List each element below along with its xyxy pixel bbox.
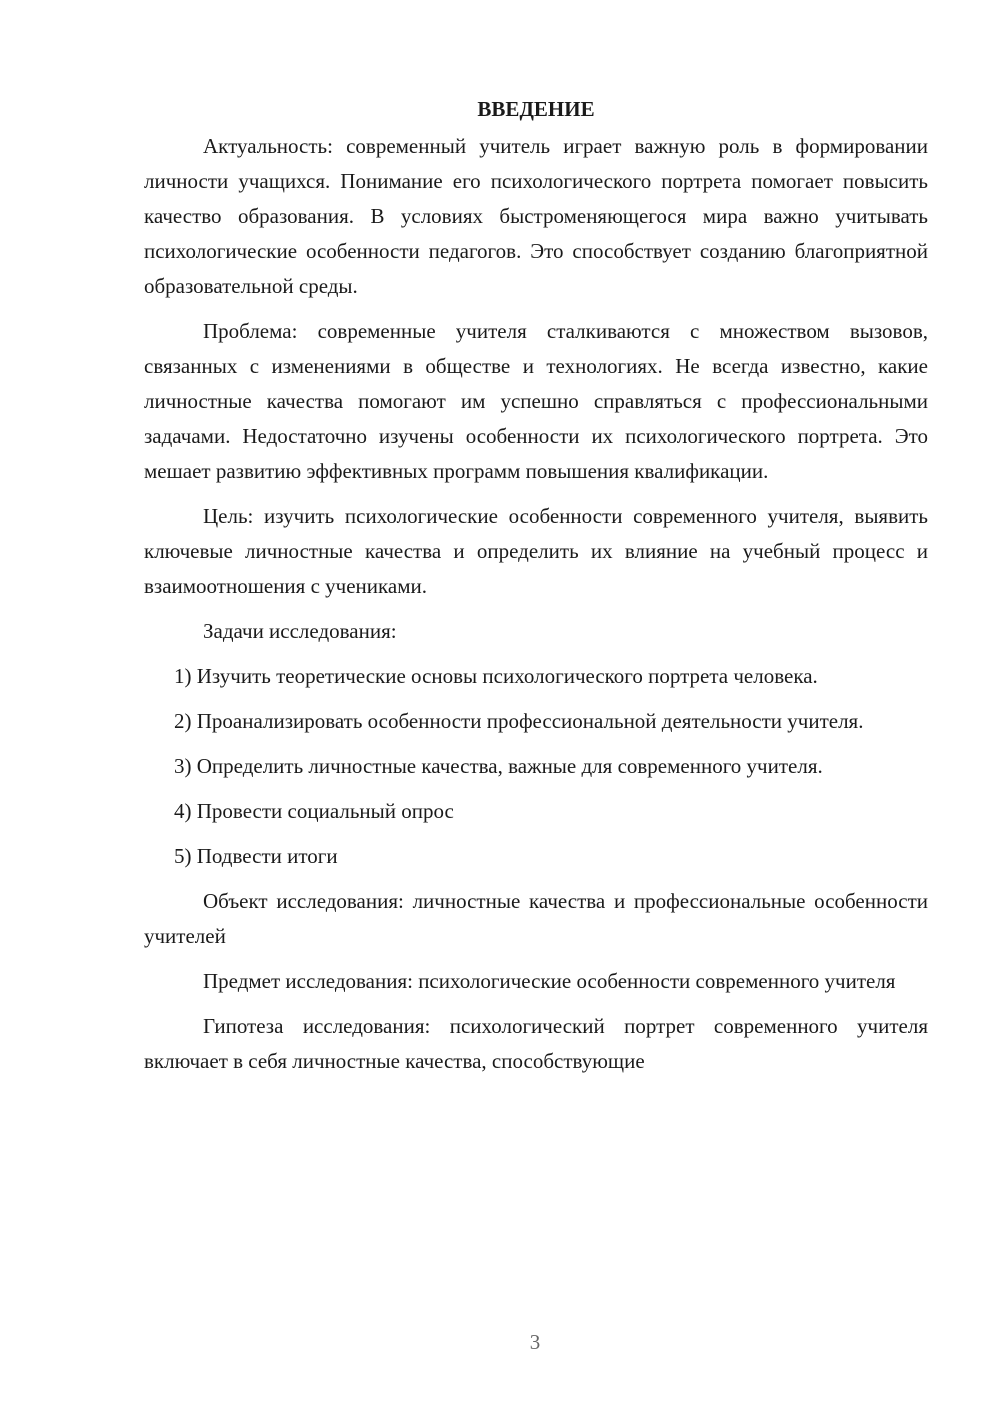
task-item-3: 3) Определить личностные качества, важные для современного учителя. (174, 754, 823, 778)
paragraph-subject: Предмет исследования: психологические особенности современного учителя (203, 969, 896, 993)
paragraph-goal: Цель: изучить психологические особенности современного учителя, выявить ключевые личностные качества и определить их влияние на учебный процесс и взаимоотношения с учениками. (144, 504, 928, 598)
paragraph-object: Объект исследования: личностные качества и профессиональные особенности учителей (144, 889, 928, 948)
task-item-1: 1) Изучить теоретические основы психологического портрета человека. (174, 664, 818, 688)
task-item-4: 4) Провести социальный опрос (174, 799, 454, 823)
paragraph-hypothesis: Гипотеза исследования: психологический портрет современного учителя включает в себя личностные качества, способствующие (144, 1014, 928, 1073)
task-item-5: 5) Подвести итоги (174, 844, 338, 868)
document-page (144, 92, 928, 1089)
paragraph-relevance: Актуальность: современный учитель играет важную роль в формировании личности учащихся. Понимание его психологического портрета помогает повысить качество образования. В условиях быстроменяющегося мира важно учитывать психологические особенности педагогов. Это способствует созданию благоприятной образовательной среды. (144, 134, 928, 298)
page-number: 3 (529, 1330, 541, 1354)
paragraph-problem: Проблема: современные учителя сталкиваются с множеством вызовов, связанных с изменениями в обществе и технологиях. Не всегда известно, какие личностные качества помогают им успешно справляться с профессиональными задачами. Недостаточно изучены особенности их психологического портрета. Это мешает развитию эффективных программ повышения квалификации. (144, 319, 928, 483)
task-item-2: 2) Проанализировать особенности профессиональной деятельности учителя. (174, 709, 864, 733)
section-title: ВВЕДЕНИЕ (477, 97, 595, 121)
paragraph-tasks-heading: Задачи исследования: (203, 619, 397, 643)
